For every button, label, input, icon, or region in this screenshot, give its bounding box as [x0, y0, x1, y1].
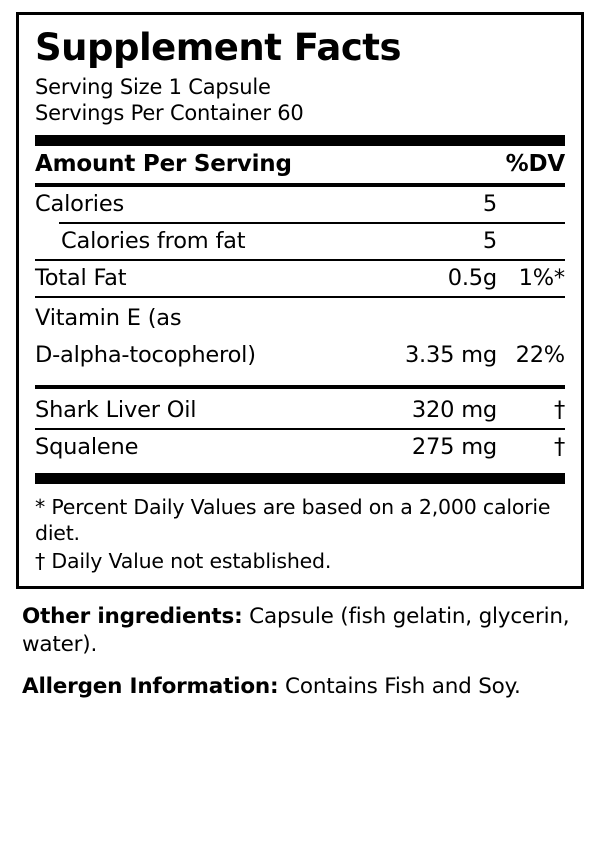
allergen-text: Contains Fish and Soy.: [285, 674, 521, 700]
nutrient-name: Total Fat: [35, 265, 127, 292]
below-panel-text: [16, 589, 584, 701]
nutrient-name: Calories from fat: [61, 228, 246, 255]
divider-thick-top: [35, 135, 565, 146]
nutrient-row-shark-liver-oil: [35, 389, 565, 428]
percent-dv-label: %DV: [505, 151, 565, 178]
amount-per-serving-header: [35, 146, 565, 183]
other-ingredients-label: Other ingredients:: [22, 604, 243, 630]
nutrient-row-total-fat: [35, 261, 565, 296]
nutrient-amount: 0.5g: [447, 265, 497, 292]
nutrient-amount: 3.35 mg: [404, 341, 497, 368]
footnote-percent-dv: * Percent Daily Values are based on a 2,000 calorie diet.: [35, 494, 551, 545]
nutrient-row-vitamin-e: [35, 298, 565, 337]
serving-size: Serving Size 1 Capsule: [35, 74, 271, 99]
divider-thick-bottom: [35, 473, 565, 484]
nutrient-dv: †: [553, 433, 565, 460]
nutrient-amount: 5: [482, 191, 497, 218]
footnotes: [35, 492, 565, 575]
nutrient-name: Shark Liver Oil: [35, 396, 197, 423]
nutrient-row-calories: [35, 187, 565, 222]
other-ingredients-text: Capsule (fish gelatin, glycerin, water).: [22, 604, 570, 658]
footnote-dagger: † Daily Value not established.: [35, 549, 332, 574]
panel-title: Supplement Facts: [35, 26, 402, 69]
nutrient-row-squalene: [35, 430, 565, 465]
nutrient-dv: 1%*: [518, 265, 565, 292]
nutrient-row-calories-from-fat: [35, 224, 565, 259]
nutrient-name-line2: D-alpha-tocopherol): [35, 341, 256, 368]
amount-per-serving-label: Amount Per Serving: [35, 151, 292, 178]
nutrient-name-line1: Vitamin E (as: [35, 305, 182, 332]
nutrient-amount: 320 mg: [411, 396, 497, 423]
nutrient-row-vitamin-e-cont: [35, 337, 565, 377]
allergen-information: [22, 673, 582, 701]
allergen-label: Allergen Information:: [22, 674, 279, 700]
nutrient-dv: 22%: [515, 341, 565, 368]
servings-per-container: Servings Per Container 60: [35, 101, 304, 126]
nutrient-amount: 275 mg: [411, 433, 497, 460]
other-ingredients: [22, 603, 582, 659]
nutrient-dv: †: [553, 396, 565, 423]
supplement-facts-panel: [16, 12, 584, 589]
nutrient-amount: 5: [482, 228, 497, 255]
nutrient-name: Calories: [35, 191, 124, 218]
nutrient-name: Squalene: [35, 433, 139, 460]
